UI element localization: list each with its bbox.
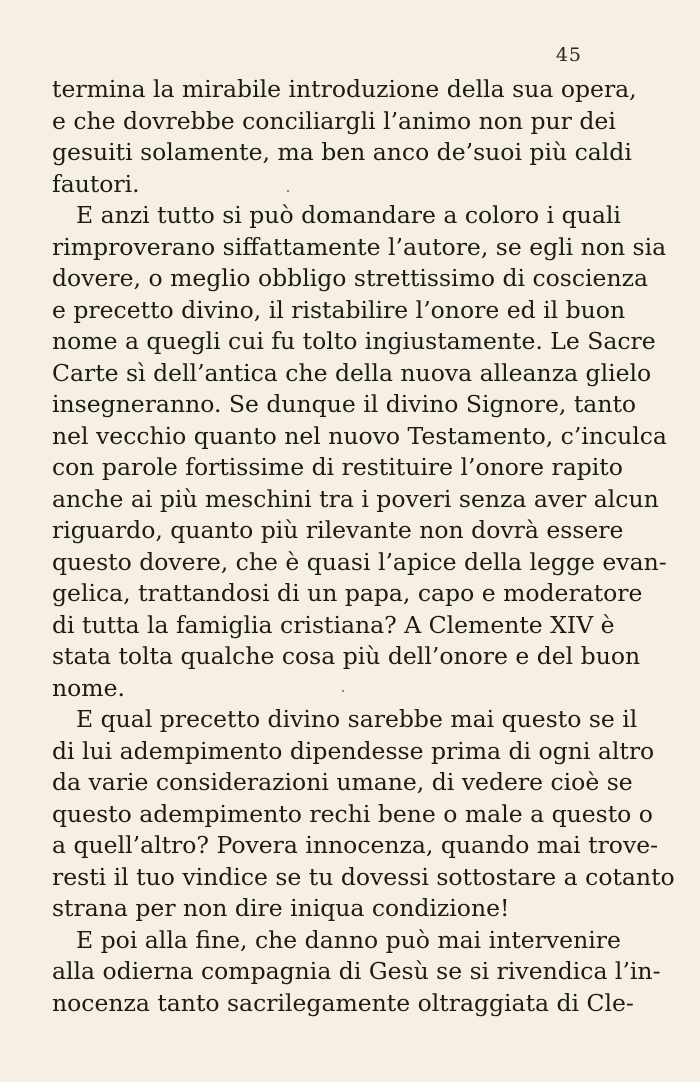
text-line: rimproverano siffattamente l’autore, se egli non sia bbox=[52, 232, 667, 261]
text-line: nel vecchio quanto nel nuovo Testamento, c’inculca bbox=[52, 421, 667, 450]
paper-speck bbox=[342, 690, 344, 692]
paper-speck bbox=[287, 190, 289, 192]
text-line: a quell’altro? Povera innocenza, quando mai trove- bbox=[52, 831, 659, 859]
text-line: fautori. bbox=[52, 169, 140, 198]
text-line: Carte sì dell’antica che della nuova alleanza glielo bbox=[52, 358, 652, 387]
text-line: nome. bbox=[52, 673, 125, 702]
text-line: e precetto divino, il ristabilire l’onore ed il buon bbox=[52, 295, 626, 324]
text-line: E poi alla fine, che danno può mai intervenire bbox=[76, 925, 621, 954]
text-line: gesuiti solamente, ma ben anco de’suoi più caldi bbox=[52, 138, 632, 166]
text-line: E qual precetto divino sarebbe mai questo se il bbox=[76, 705, 638, 733]
text-line: E anzi tutto si può domandare a coloro i quali bbox=[76, 201, 621, 229]
text-line: termina la mirabile introduzione della sua opera, bbox=[52, 75, 637, 103]
text-line: con parole fortissime di restituire l’onore rapito bbox=[52, 453, 623, 481]
text-line: insegneranno. Se dunque il divino Signore, tanto bbox=[52, 390, 637, 418]
text-line: dovere, o meglio obbligo strettissimo di coscienza bbox=[52, 264, 648, 292]
text-line: di tutta la famiglia cristiana? A Clemente XIV è bbox=[52, 610, 615, 639]
text-line: stata tolta qualche cosa più dell’onore e del buon bbox=[52, 642, 641, 670]
text-line: strana per non dire iniqua condizione! bbox=[52, 894, 510, 922]
text-line: nome a quegli cui fu tolto ingiustamente. Le Sacre bbox=[52, 327, 656, 355]
text-line: di lui adempimento dipendesse prima di ogni altro bbox=[52, 736, 655, 765]
text-line: resti il tuo vindice se tu dovessi sottostare a cotanto bbox=[52, 862, 675, 891]
page-number: 45 bbox=[555, 44, 582, 66]
text-line: anche ai più meschini tra i poveri senza aver alcun bbox=[52, 484, 659, 513]
text-line: e che dovrebbe conciliargli l’animo non pur dei bbox=[52, 106, 616, 135]
text-line: gelica, trattandosi di un papa, capo e moderatore bbox=[52, 579, 643, 607]
text-line: alla odierna compagnia di Gesù se si rivendica l’in- bbox=[52, 957, 661, 985]
text-line: nocenza tanto sacrilegamente oltraggiata di Cle- bbox=[52, 988, 634, 1017]
body-text bbox=[52, 74, 675, 1019]
text-line: riguardo, quanto più rilevante non dovrà essere bbox=[52, 516, 624, 544]
text-line: questo dovere, che è quasi l’apice della legge evan- bbox=[52, 547, 667, 576]
text-line: questo adempimento rechi bene o male a questo o bbox=[52, 799, 653, 828]
text-line: da varie considerazioni umane, di vedere cioè se bbox=[52, 768, 633, 796]
